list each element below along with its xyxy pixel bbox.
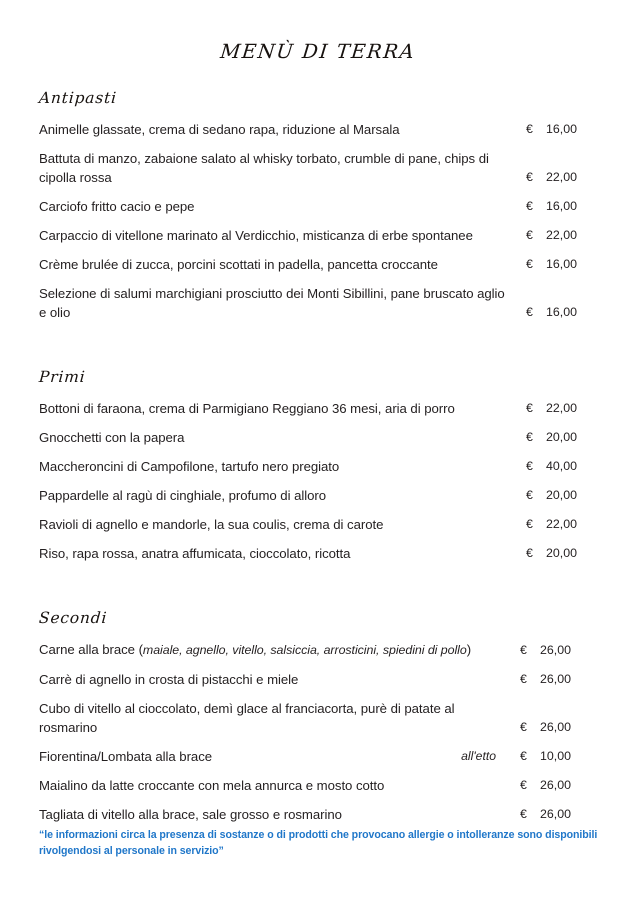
menu-item-name: Riso, rapa rossa, anatra affumicata, cioccolato, ricotta <box>39 546 351 561</box>
menu-item-name: Bottoni di faraona, crema di Parmigiano Reggiano 36 mesi, aria di porro <box>39 401 455 416</box>
menu-item-name: Maccheroncini di Campofilone, tartufo nero pregiato <box>39 459 340 474</box>
item-list <box>34 399 606 563</box>
menu-item-price <box>514 670 606 689</box>
menu-item-name: Carpaccio di vitellone marinato al Verdicchio, misticanza di erbe spontanee <box>39 228 473 243</box>
menu-item-price <box>510 303 606 322</box>
menu-item-price <box>514 641 606 660</box>
price-value: 20,00 <box>546 546 578 560</box>
menu-item-name: Battuta di manzo, zabaione salato al whisky torbato, crumble di pane, chips di cipolla rossa <box>39 151 489 185</box>
menu-item-name: Maialino da latte croccante con mela annurca e mosto cotto <box>39 778 385 793</box>
menu-item <box>34 284 606 322</box>
price-value: 26,00 <box>540 672 572 686</box>
menu-item <box>34 457 606 476</box>
allergen-disclaimer: “le informazioni circa la presenza di sostanze o di prodotti che provocano allergie o intolleranze sono disponibili rivolgendosi al personale in servizio” <box>39 829 598 857</box>
menu-item-price <box>510 168 606 187</box>
currency-symbol: € <box>520 720 527 734</box>
menu-section-primi <box>34 368 606 563</box>
menu-item-price <box>510 120 606 139</box>
currency-symbol: € <box>526 257 533 271</box>
item-list <box>34 120 606 322</box>
menu-item <box>34 486 606 505</box>
currency-symbol: € <box>526 305 533 319</box>
menu-item-price <box>510 399 606 418</box>
menu-item <box>34 149 606 187</box>
menu-item <box>34 747 606 766</box>
menu-item <box>34 544 606 563</box>
menu-item-price <box>510 226 606 245</box>
page-title: MENÙ DI TERRA <box>219 40 417 63</box>
section-title-antipasti: Antipasti <box>38 89 118 107</box>
currency-symbol: € <box>520 807 527 821</box>
menu-item-price <box>510 457 606 476</box>
menu-item-name: Selezione di salumi marchigiani prosciutto dei Monti Sibillini, pane bruscato aglio e olio <box>39 286 505 320</box>
currency-symbol: € <box>526 546 533 560</box>
menu-item <box>34 120 606 139</box>
menu-item-name: Tagliata di vitello alla brace, sale grosso e rosmarino <box>39 807 342 822</box>
menu-item <box>34 255 606 274</box>
menu-item <box>34 399 606 418</box>
currency-symbol: € <box>526 430 533 444</box>
menu-item-name: Fiorentina/Lombata alla brace <box>39 749 213 764</box>
menu-item-price <box>514 747 606 766</box>
menu-item-name: Gnocchetti con la papera <box>39 430 185 445</box>
menu-item-name-italic: maiale, agnello, vitello, salsiccia, arrosticini, spiedini di pollo <box>142 643 467 657</box>
currency-symbol: € <box>520 672 527 686</box>
menu-item-price <box>510 486 606 505</box>
menu-item-price <box>514 805 606 824</box>
price-value: 22,00 <box>546 401 578 415</box>
menu-item-name-suffix: ) <box>466 642 472 657</box>
currency-symbol: € <box>520 643 527 657</box>
menu-item <box>34 515 606 534</box>
menu-item-name: Cubo di vitello al cioccolato, demì glace al franciacorta, purè di patate al rosmarino <box>39 701 455 735</box>
menu-item-price <box>510 515 606 534</box>
price-value: 26,00 <box>540 643 572 657</box>
section-title-secondi: Secondi <box>38 609 108 627</box>
menu-item-name: Carrè di agnello in crosta di pistacchi e miele <box>39 672 299 687</box>
currency-symbol: € <box>526 122 533 136</box>
price-value: 26,00 <box>540 807 572 821</box>
menu-item <box>34 226 606 245</box>
menu-item-name-text: Carne alla brace ( <box>39 642 143 657</box>
menu-item-price <box>510 197 606 216</box>
menu-item <box>34 776 606 795</box>
price-value: 16,00 <box>546 122 578 136</box>
menu-item-note: all'etto <box>461 749 496 763</box>
item-list <box>34 640 606 824</box>
price-value: 26,00 <box>540 778 572 792</box>
price-value: 10,00 <box>540 749 572 763</box>
price-value: 16,00 <box>546 305 578 319</box>
currency-symbol: € <box>526 199 533 213</box>
menu-item-name: Pappardelle al ragù di cinghiale, profumo di alloro <box>39 488 327 503</box>
currency-symbol: € <box>526 488 533 502</box>
menu-item-price <box>510 255 606 274</box>
menu-item-name <box>34 640 514 660</box>
currency-symbol: € <box>526 459 533 473</box>
price-value: 16,00 <box>546 257 578 271</box>
menu-section-secondi <box>34 609 606 824</box>
menu-item <box>34 699 606 737</box>
menu-item-name: Carciofo fritto cacio e pepe <box>39 199 195 214</box>
price-value: 20,00 <box>546 430 578 444</box>
menu-section-antipasti <box>34 89 606 322</box>
menu-item-price <box>510 428 606 447</box>
menu-item <box>34 640 606 660</box>
menu-item-price <box>514 776 606 795</box>
menu-item-price <box>510 544 606 563</box>
price-value: 20,00 <box>546 488 578 502</box>
menu-item-name: Animelle glassate, crema di sedano rapa, riduzione al Marsala <box>39 122 400 137</box>
section-title-primi: Primi <box>38 368 87 386</box>
price-value: 40,00 <box>546 459 578 473</box>
currency-symbol: € <box>526 170 533 184</box>
menu-item-name: Ravioli di agnello e mandorle, la sua coulis, crema di carote <box>39 517 384 532</box>
currency-symbol: € <box>526 228 533 242</box>
menu-item <box>34 428 606 447</box>
currency-symbol: € <box>526 517 533 531</box>
price-value: 16,00 <box>546 199 578 213</box>
currency-symbol: € <box>526 401 533 415</box>
currency-symbol: € <box>520 749 527 763</box>
menu-item <box>34 197 606 216</box>
currency-symbol: € <box>520 778 527 792</box>
menu-sections <box>34 89 606 824</box>
price-value: 22,00 <box>546 170 578 184</box>
price-value: 26,00 <box>540 720 572 734</box>
price-value: 22,00 <box>546 228 578 242</box>
menu-item-price <box>514 718 606 737</box>
menu-item-name: Crème brulée di zucca, porcini scottati in padella, pancetta croccante <box>39 257 438 272</box>
price-value: 22,00 <box>546 517 578 531</box>
menu-item <box>34 805 606 824</box>
menu-item <box>34 670 606 689</box>
